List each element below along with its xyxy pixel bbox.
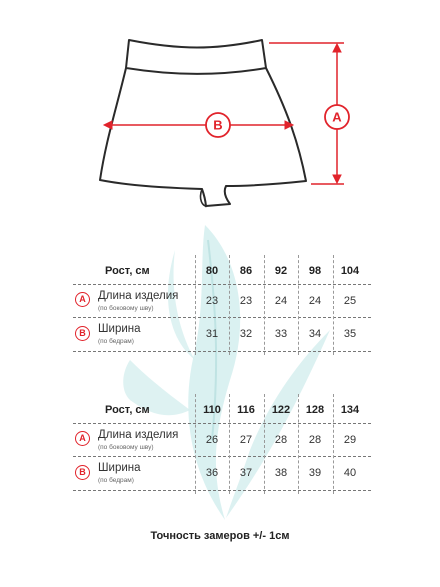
size-cell: 110	[203, 404, 221, 416]
column-divider	[264, 255, 265, 355]
row-subtitle: (по боковому шву)	[98, 444, 154, 451]
size-cell: 92	[274, 265, 288, 277]
column-divider	[298, 394, 299, 494]
column-divider	[229, 255, 230, 355]
value-cell: 26	[205, 434, 219, 446]
column-divider	[333, 394, 334, 494]
size-cell: 104	[340, 265, 360, 277]
header-label: Рост, см	[105, 265, 150, 277]
row-title: Длина изделия	[98, 290, 179, 302]
row-divider	[73, 284, 371, 285]
row-divider	[73, 456, 371, 457]
value-cell: 28	[274, 434, 288, 446]
size-cell: 98	[308, 265, 322, 277]
badge-b: B	[75, 326, 90, 341]
badge-a: A	[75, 431, 90, 446]
value-cell: 40	[343, 467, 357, 479]
value-cell: 24	[308, 295, 322, 307]
value-cell: 38	[274, 467, 288, 479]
column-divider	[229, 394, 230, 494]
row-divider	[73, 317, 371, 318]
row-subtitle: (по боковому шву)	[98, 305, 154, 312]
size-cell: 86	[239, 265, 253, 277]
value-cell: 36	[205, 467, 219, 479]
value-cell: 25	[343, 295, 357, 307]
size-cell: 128	[305, 404, 325, 416]
row-divider	[73, 423, 371, 424]
value-cell: 28	[308, 434, 322, 446]
row-title: Ширина	[98, 323, 141, 335]
label-a-diagram: A	[332, 109, 342, 125]
row-subtitle: (по бедрам)	[98, 338, 134, 345]
size-cell: 80	[205, 265, 219, 277]
value-cell: 23	[239, 295, 253, 307]
badge-a: A	[75, 292, 90, 307]
column-divider	[298, 255, 299, 355]
value-cell: 24	[274, 295, 288, 307]
value-cell: 34	[308, 328, 322, 340]
badge-b: B	[75, 465, 90, 480]
value-cell: 33	[274, 328, 288, 340]
value-cell: 29	[343, 434, 357, 446]
value-cell: 35	[343, 328, 357, 340]
accuracy-note: Точность замеров +/- 1см	[150, 530, 290, 542]
row-divider	[73, 490, 371, 491]
value-cell: 31	[205, 328, 219, 340]
column-divider	[195, 255, 196, 355]
size-cell: 134	[340, 404, 360, 416]
row-subtitle: (по бедрам)	[98, 477, 134, 484]
value-cell: 32	[239, 328, 253, 340]
column-divider	[333, 255, 334, 355]
label-b-diagram: B	[213, 117, 223, 133]
column-divider	[264, 394, 265, 494]
row-title: Ширина	[98, 462, 141, 474]
value-cell: 37	[239, 467, 253, 479]
size-cell: 122	[271, 404, 291, 416]
value-cell: 27	[239, 434, 253, 446]
value-cell: 23	[205, 295, 219, 307]
size-cell: 116	[237, 404, 255, 416]
header-label: Рост, см	[105, 404, 150, 416]
value-cell: 39	[308, 467, 322, 479]
column-divider	[195, 394, 196, 494]
row-title: Длина изделия	[98, 429, 179, 441]
row-divider	[73, 351, 371, 352]
